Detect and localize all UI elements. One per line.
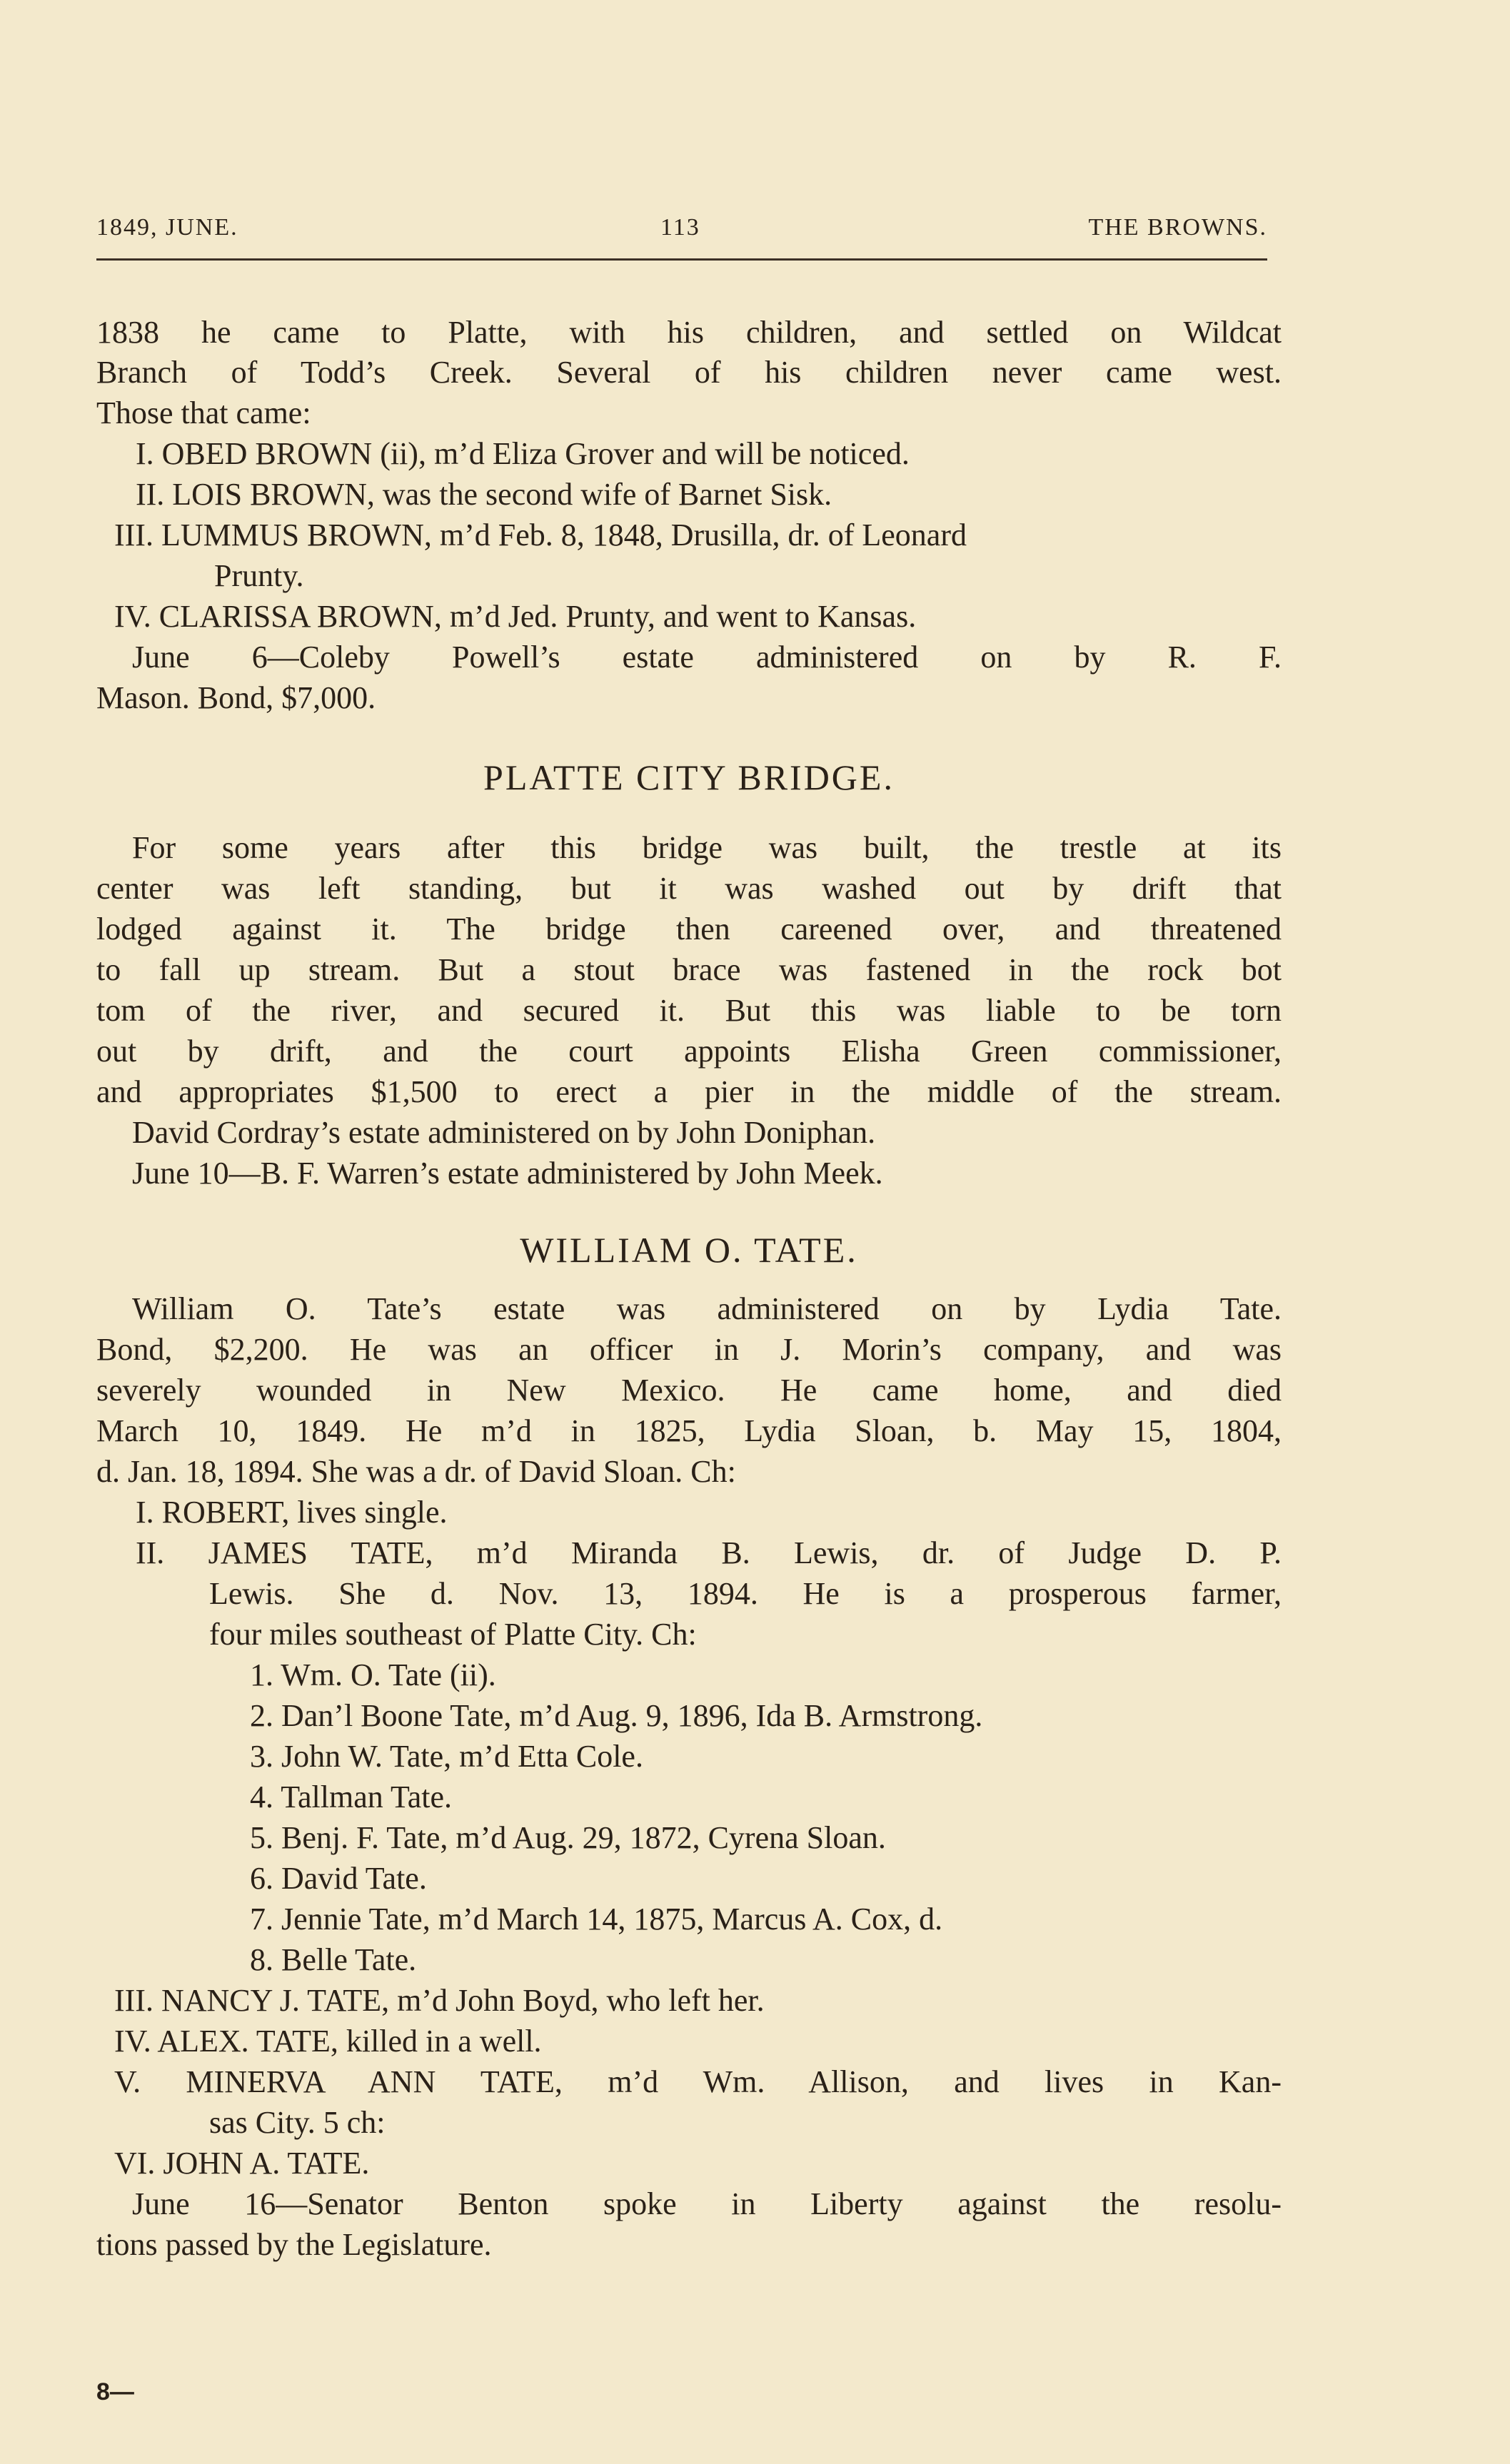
text-line: tom of the river, and secured it. But this was liable to be torn (96, 993, 1282, 1028)
text-line: For some years after this bridge was built, the trestle at its (132, 830, 1282, 865)
text-line: June 6—Coleby Powell’s estate administered on by R. F. (132, 640, 1282, 675)
text-line: Branch of Todd’s Creek. Several of his children never came west. (96, 355, 1282, 390)
list-item: Prunty. (214, 558, 304, 593)
list-item: four miles southeast of Platte City. Ch: (209, 1617, 697, 1652)
list-item: V. MINERVA ANN TATE, m’d Wm. Allison, and lives in Kan- (114, 2064, 1282, 2099)
header-title: THE BROWNS. (1088, 214, 1267, 241)
signature-mark: 8— (96, 2378, 134, 2405)
child-item: 4. Tallman Tate. (250, 1779, 453, 1814)
text-line: 1838 he came to Platte, with his children, and settled on Wildcat (96, 315, 1282, 350)
text-line: severely wounded in New Mexico. He came home, and died (96, 1373, 1282, 1408)
text-line: Mason. Bond, $7,000. (96, 680, 376, 715)
list-item: sas City. 5 ch: (209, 2105, 386, 2140)
text-line: March 10, 1849. He m’d in 1825, Lydia Sloan, b. May 15, 1804, (96, 1413, 1282, 1448)
child-item: 6. David Tate. (250, 1861, 427, 1896)
list-item: I. ROBERT, lives single. (136, 1495, 448, 1530)
page-number: 113 (660, 214, 700, 241)
child-item: 1. Wm. O. Tate (ii). (250, 1657, 496, 1692)
child-item: 5. Benj. F. Tate, m’d Aug. 29, 1872, Cyrena Sloan. (250, 1820, 886, 1855)
list-item: III. LUMMUS BROWN, m’d Feb. 8, 1848, Drusilla, dr. of Leonard (114, 517, 967, 552)
list-item: IV. ALEX. TATE, killed in a well. (114, 2024, 542, 2059)
text-line: d. Jan. 18, 1894. She was a dr. of David Sloan. Ch: (96, 1454, 736, 1489)
text-line: center was left standing, but it was washed out by drift that (96, 871, 1282, 906)
text-line: and appropriates $1,500 to erect a pier in the middle of the stream. (96, 1074, 1282, 1109)
section-heading-bridge: PLATTE CITY BRIDGE. (483, 757, 895, 797)
text-line: Bond, $2,200. He was an officer in J. Morin’s company, and was (96, 1332, 1282, 1367)
text-line: William O. Tate’s estate was administered on by Lydia Tate. (132, 1291, 1282, 1326)
text-line: June 16—Senator Benton spoke in Liberty against the resolu- (132, 2186, 1282, 2221)
text-line: lodged against it. The bridge then careened over, and threatened (96, 912, 1282, 946)
section-heading-tate: WILLIAM O. TATE. (520, 1230, 858, 1270)
list-item: VI. JOHN A. TATE. (114, 2146, 370, 2181)
header-date: 1849, JUNE. (96, 214, 238, 241)
text-line: to fall up stream. But a stout brace was fastened in the rock bot (96, 952, 1282, 987)
child-item: 8. Belle Tate. (250, 1942, 417, 1977)
child-item: 3. John W. Tate, m’d Etta Cole. (250, 1739, 643, 1774)
list-item: II. JAMES TATE, m’d Miranda B. Lewis, dr. of Judge D. P. (136, 1535, 1282, 1570)
list-item: IV. CLARISSA BROWN, m’d Jed. Prunty, and went to Kansas. (114, 599, 917, 634)
text-line: Those that came: (96, 395, 311, 430)
running-header (96, 214, 1267, 246)
list-item: I. OBED BROWN (ii), m’d Eliza Grover and will be noticed. (136, 436, 910, 471)
text-line: out by drift, and the court appoints Elisha Green commissioner, (96, 1034, 1282, 1069)
list-item: Lewis. She d. Nov. 13, 1894. He is a prosperous farmer, (209, 1576, 1282, 1611)
child-item: 2. Dan’l Boone Tate, m’d Aug. 9, 1896, Ida B. Armstrong. (250, 1698, 983, 1733)
text-line: David Cordray’s estate administered on by John Doniphan. (132, 1115, 876, 1150)
header-rule (96, 258, 1267, 261)
child-item: 7. Jennie Tate, m’d March 14, 1875, Marcus A. Cox, d. (250, 1902, 943, 1937)
list-item: II. LOIS BROWN, was the second wife of Barnet Sisk. (136, 477, 832, 512)
list-item: III. NANCY J. TATE, m’d John Boyd, who left her. (114, 1983, 765, 2018)
text-line: June 10—B. F. Warren’s estate administered by John Meek. (132, 1156, 883, 1191)
text-line: tions passed by the Legislature. (96, 2227, 492, 2262)
